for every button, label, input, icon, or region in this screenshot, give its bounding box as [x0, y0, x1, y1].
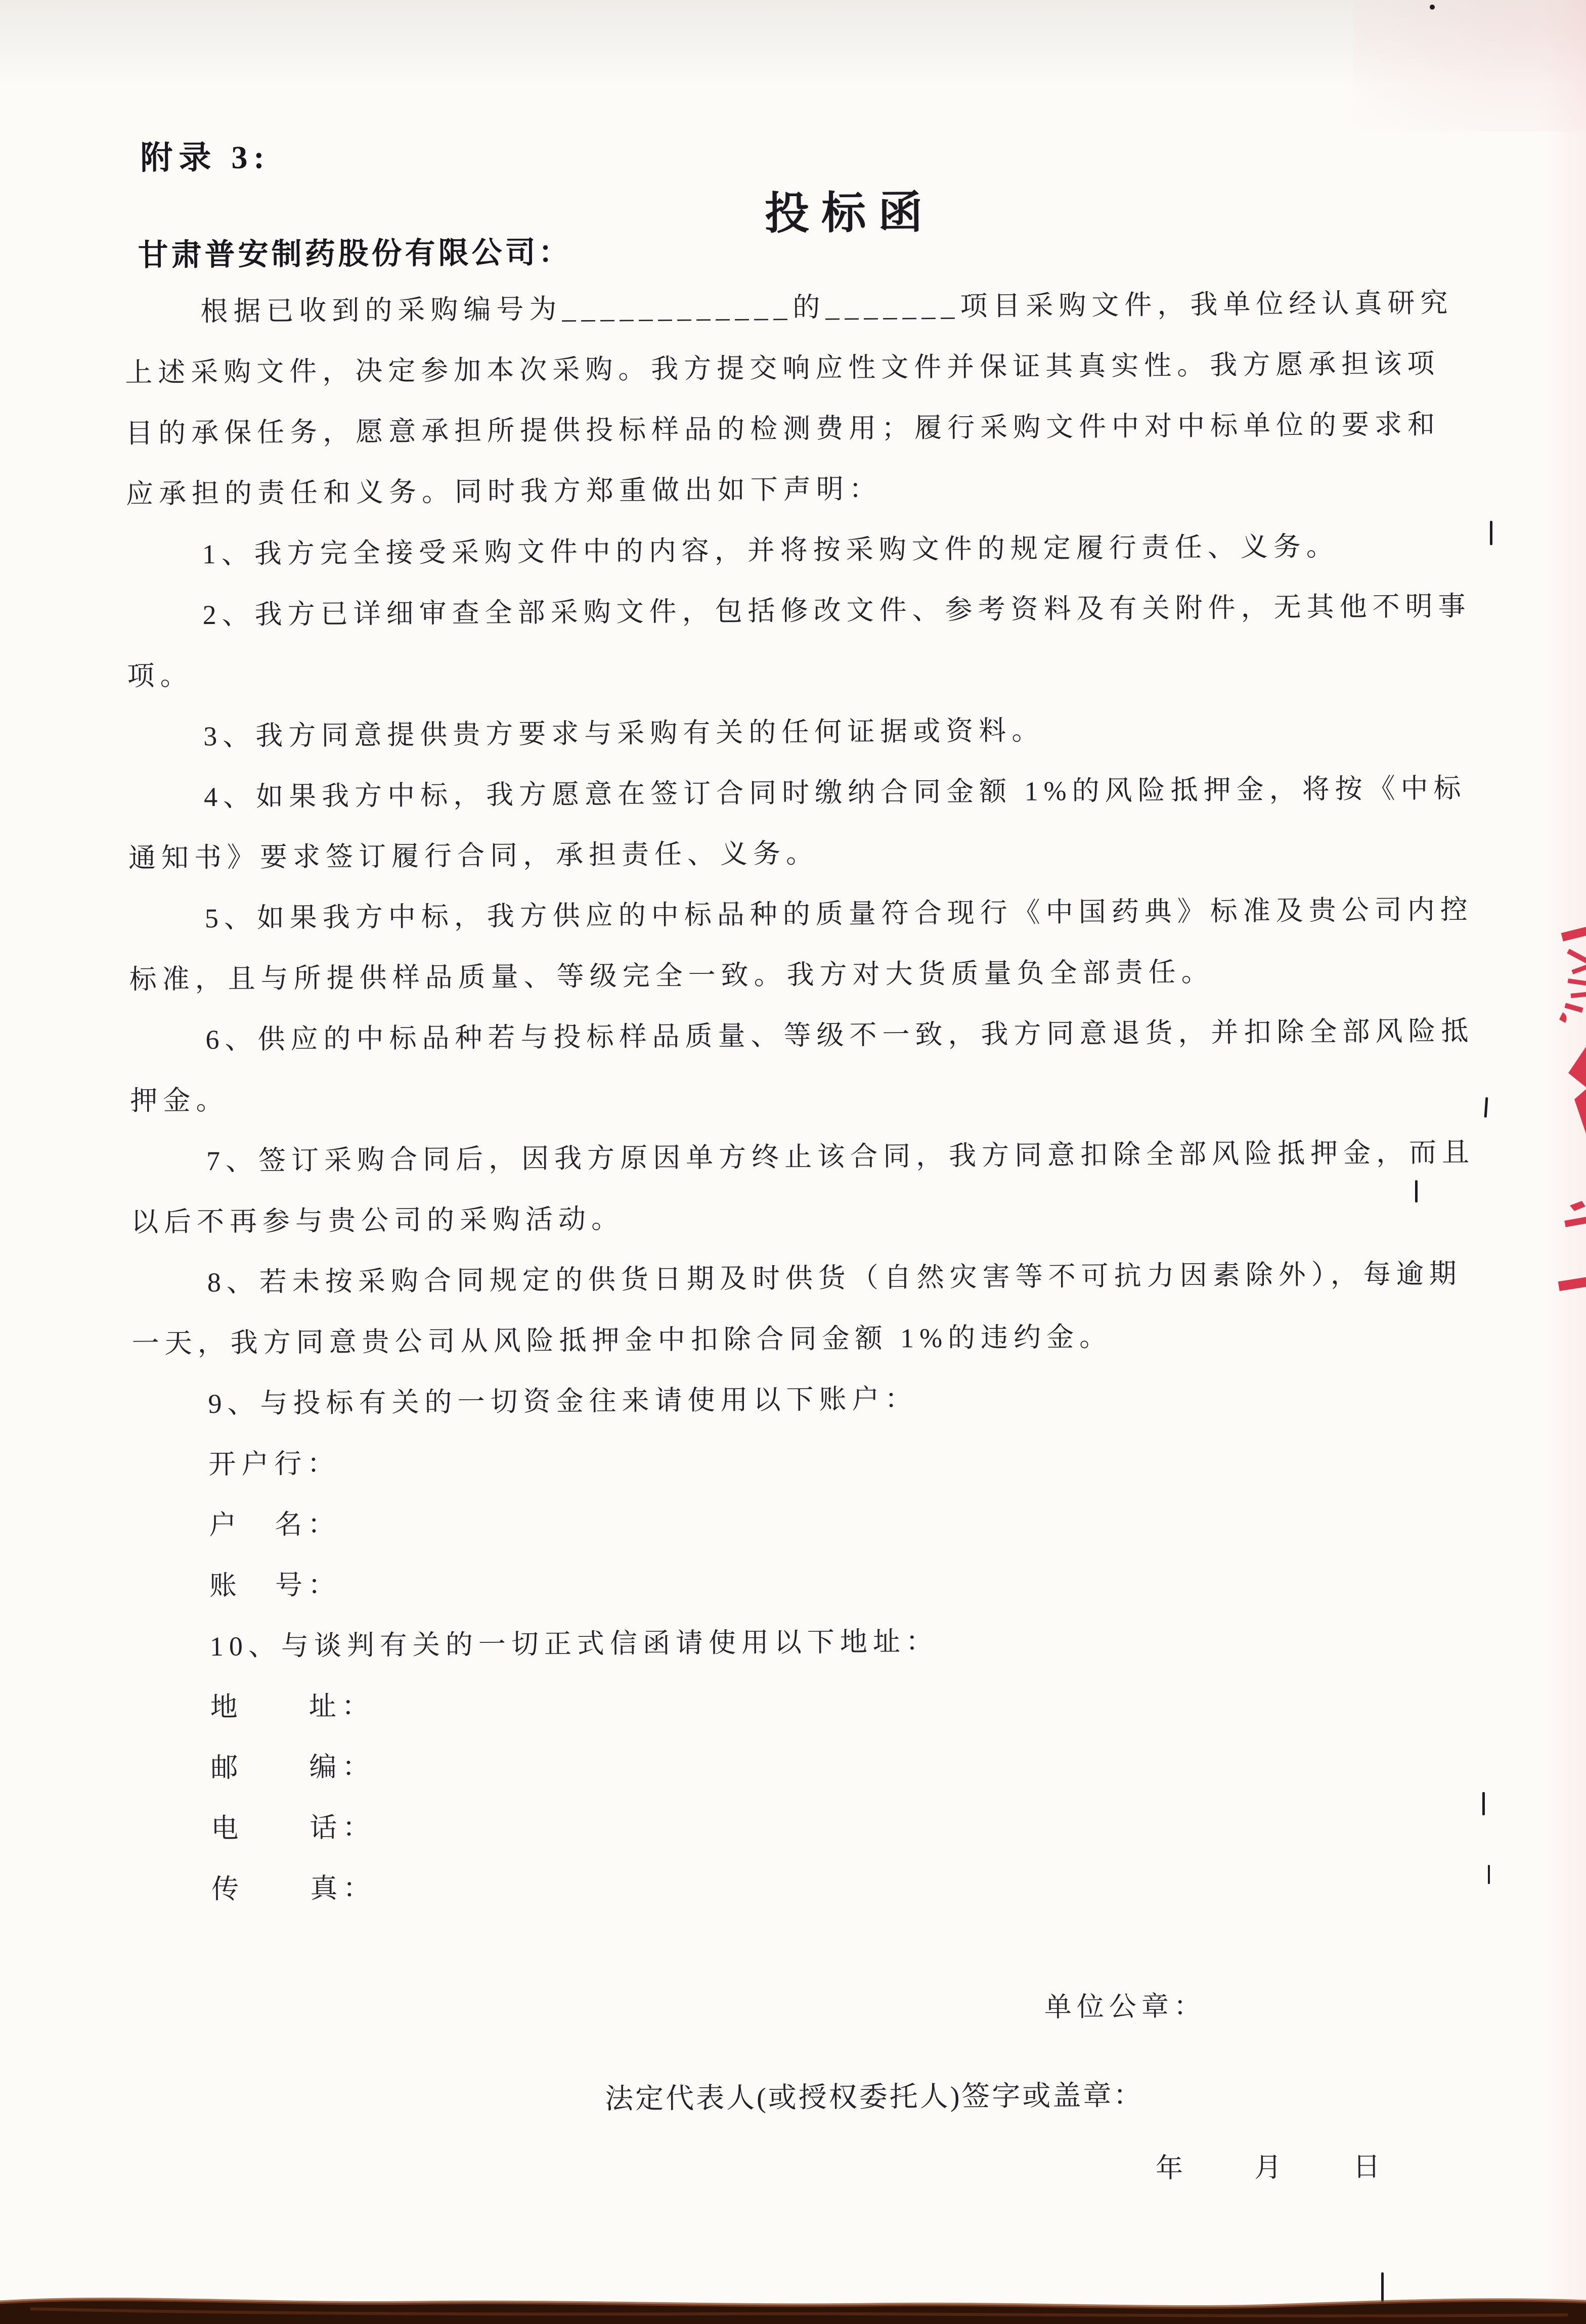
doc-line: 以后不再参与贵公司的采购活动。 [130, 1203, 625, 1238]
doc-line: 电 话： [211, 1812, 376, 1844]
doc-line: 2、我方已详细审查全部采购文件，包括修改文件、参考资料及有关附件，无其他不明事 [202, 591, 1471, 631]
doc-line: 应承担的责任和义务。同时我方郑重做出如下声明： [125, 473, 883, 510]
doc-line: 1、我方完全接受采购文件中的内容，并将按采购文件的规定履行责任、义务。 [202, 531, 1339, 570]
doc-line: 上述采购文件，决定参加本次采购。我方提交响应性文件并保证其真实性。我方愿承担该项 [125, 348, 1440, 388]
legal-rep-signature-label: 法定代表人(或授权委托人)签字或盖章： [604, 2080, 1144, 2115]
doc-line: 通知书》要求签订履行合同，承担责任、义务。 [128, 838, 819, 874]
page-title: 投标函 [764, 189, 935, 239]
doc-line: 标准，且与所提供样品质量、等级完全一致。我方对大货质量负全部责任。 [129, 957, 1214, 995]
doc-line: 地 址： [210, 1690, 375, 1723]
doc-line: 9、与投标有关的一切资金往来请使用以下账户： [208, 1383, 918, 1419]
appendix-label: 附录 3: [140, 139, 271, 176]
doc-line: 目的承保任务，愿意承担所提供投标样品的检测费用；履行采购文件中对中标单位的要求和 [125, 409, 1441, 449]
doc-line: 7、签订采购合同后，因我方原因单方终止该合同，我方同意扣除全部风险抵押金，而且 [206, 1137, 1475, 1177]
doc-line: 项。 [127, 660, 193, 692]
doc-line: 一天，我方同意贵公司从风险抵押金中扣除合同金额 1%的违约金。 [131, 1321, 1113, 1359]
doc-line: 开户行： [208, 1448, 340, 1480]
doc-line: 5、如果我方中标，我方供应的中标品种的质量符合现行《中国药典》标准及贵公司内控 [204, 894, 1473, 934]
doc-line: 传 真： [211, 1872, 376, 1905]
doc-line: 邮 编： [210, 1751, 375, 1783]
doc-line: 4、如果我方中标，我方愿意在签订合同时缴纳合同金额 1%的风险抵押金，将按《中标 [203, 773, 1467, 813]
doc-line: 6、供应的中标品种若与投标样品质量、等级不一致，我方同意退货，并扣除全部风险抵 [205, 1015, 1474, 1055]
document-body [124, 272, 1532, 1920]
doc-line: 押金。 [130, 1085, 229, 1116]
doc-line: 户 名： [208, 1509, 341, 1541]
doc-line: 根据已收到的采购编号为____________的_______项目采购文件，我单位经认真研究 [200, 287, 1453, 327]
date-line: 年 月 日 [1155, 2151, 1386, 2184]
doc-line: 10、与谈判有关的一切正式信函请使用以下地址： [209, 1626, 939, 1662]
doc-line: 3、我方同意提供贵方要求与采购有关的任何证据或资料。 [203, 715, 1045, 752]
recipient-line: 甘肃普安制药股份有限公司： [138, 236, 572, 273]
doc-line: 账 号： [209, 1570, 341, 1601]
doc-line: 8、若未按采购合同规定的供货日期及时供货（自然灾害等不可抗力因素除外），每逾期 [207, 1258, 1462, 1298]
company-seal-label: 单位公章： [1044, 1991, 1207, 2023]
